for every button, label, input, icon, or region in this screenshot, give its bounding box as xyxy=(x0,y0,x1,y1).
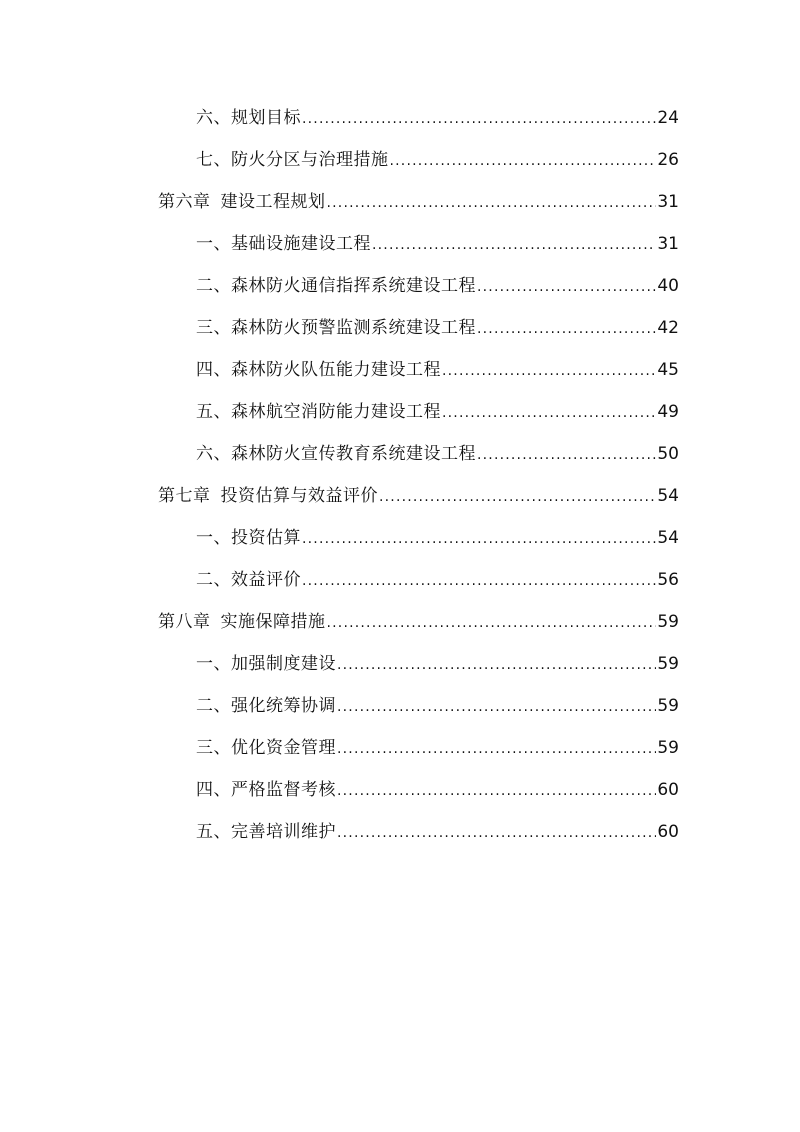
chapter-name: 建设工程规划 xyxy=(220,192,326,212)
toc-entry-page: 59 xyxy=(657,612,679,632)
toc-entry-page: 45 xyxy=(657,360,679,380)
toc-entry-title: 五、完善培训维护 xyxy=(196,822,336,842)
toc-entry-page: 31 xyxy=(657,234,679,254)
chapter-name: 实施保障措施 xyxy=(220,612,326,632)
toc-entry[interactable] xyxy=(158,735,679,777)
dot-leader xyxy=(337,778,656,804)
toc-entry[interactable] xyxy=(158,777,679,819)
toc-entry-title: 六、规划目标 xyxy=(196,108,301,128)
toc-entry[interactable] xyxy=(158,567,679,609)
chapter-number: 第七章 xyxy=(158,486,211,506)
toc-entry-page: 24 xyxy=(657,108,679,128)
toc-entry-title: 六、森林防火宣传教育系统建设工程 xyxy=(196,444,476,464)
chapter-number: 第八章 xyxy=(158,612,211,632)
toc-entry-title: 二、效益评价 xyxy=(196,570,301,590)
toc-entry[interactable] xyxy=(158,693,679,735)
toc-entry-page: 59 xyxy=(657,696,679,716)
toc-entry[interactable] xyxy=(158,441,679,483)
toc-entry[interactable] xyxy=(158,147,679,189)
toc-entry[interactable] xyxy=(158,357,679,399)
toc-entry-page: 56 xyxy=(657,570,679,590)
toc-entry-title: 四、严格监督考核 xyxy=(196,780,336,800)
toc-entry-page: 60 xyxy=(657,780,679,800)
dot-leader xyxy=(327,190,657,216)
dot-leader xyxy=(390,148,657,174)
chapter-number: 第六章 xyxy=(158,192,211,212)
toc-entry-title: 一、加强制度建设 xyxy=(196,654,336,674)
toc-entry-page: 59 xyxy=(657,654,679,674)
toc-entry-title: 四、森林防火队伍能力建设工程 xyxy=(196,360,441,380)
dot-leader xyxy=(477,442,656,468)
toc-chapter-title xyxy=(158,609,326,635)
toc-entry-page: 40 xyxy=(657,276,679,296)
chapter-name: 投资估算与效益评价 xyxy=(220,486,378,506)
toc-chapter-entry[interactable] xyxy=(158,189,679,231)
dot-leader xyxy=(442,400,656,426)
toc-chapter-entry[interactable] xyxy=(158,609,679,651)
toc-entry-page: 26 xyxy=(657,150,679,170)
toc-entry-title: 二、森林防火通信指挥系统建设工程 xyxy=(196,276,476,296)
toc-entry-title: 五、森林航空消防能力建设工程 xyxy=(196,402,441,422)
toc-entry-title: 七、防火分区与治理措施 xyxy=(196,150,389,170)
dot-leader xyxy=(327,610,657,636)
toc-entry-page: 49 xyxy=(657,402,679,422)
toc-entry[interactable] xyxy=(158,105,679,147)
toc-entry[interactable] xyxy=(158,819,679,861)
toc-entry-title: 三、优化资金管理 xyxy=(196,738,336,758)
dot-leader xyxy=(302,106,656,132)
dot-leader xyxy=(372,232,656,258)
toc-entry[interactable] xyxy=(158,273,679,315)
dot-leader xyxy=(337,694,656,720)
toc-entry[interactable] xyxy=(158,231,679,273)
dot-leader xyxy=(379,484,656,510)
dot-leader xyxy=(337,820,656,846)
toc-entry-page: 31 xyxy=(657,192,679,212)
toc-entry-title: 一、基础设施建设工程 xyxy=(196,234,371,254)
toc-entry-page: 59 xyxy=(657,738,679,758)
dot-leader xyxy=(477,316,656,342)
table-of-contents xyxy=(158,105,679,861)
dot-leader xyxy=(477,274,656,300)
toc-chapter-title xyxy=(158,189,326,215)
toc-entry[interactable] xyxy=(158,525,679,567)
toc-entry-title: 一、投资估算 xyxy=(196,528,301,548)
dot-leader xyxy=(302,526,656,552)
toc-entry-page: 54 xyxy=(657,528,679,548)
toc-entry-page: 42 xyxy=(657,318,679,338)
toc-entry-title: 三、森林防火预警监测系统建设工程 xyxy=(196,318,476,338)
dot-leader xyxy=(442,358,656,384)
toc-entry[interactable] xyxy=(158,315,679,357)
toc-entry-title: 二、强化统筹协调 xyxy=(196,696,336,716)
toc-chapter-title xyxy=(158,483,378,509)
dot-leader xyxy=(337,652,656,678)
toc-entry[interactable] xyxy=(158,399,679,441)
toc-entry-page: 54 xyxy=(657,486,679,506)
dot-leader xyxy=(337,736,656,762)
dot-leader xyxy=(302,568,656,594)
toc-entry-page: 50 xyxy=(657,444,679,464)
toc-chapter-entry[interactable] xyxy=(158,483,679,525)
toc-entry[interactable] xyxy=(158,651,679,693)
toc-entry-page: 60 xyxy=(657,822,679,842)
